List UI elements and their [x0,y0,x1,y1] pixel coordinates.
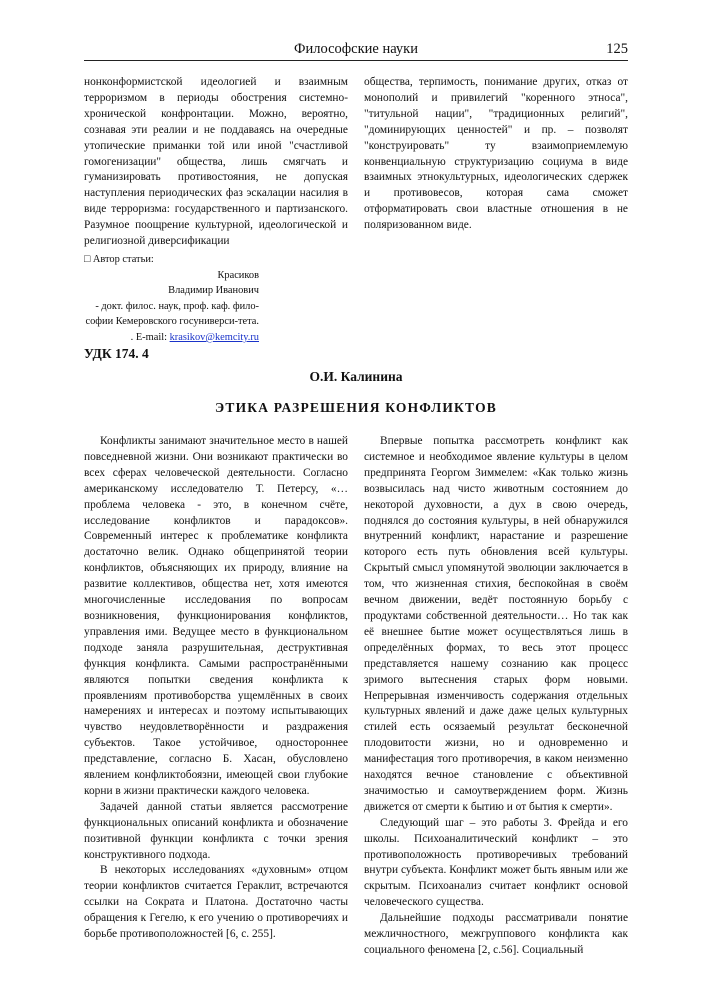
author-surname: Красиков [217,269,259,281]
paragraph: В некоторых исследованиях «духовным» отцом теории конфликтов считается Гераклит, встречаются ссылки на Сократа и Платона. Достаточно часты обращения к Гегелю, к его учению о противоречиях и борьбе противоположностей [6, с. 255]. [84,864,348,941]
article-right-column [364,434,628,959]
header-divider [84,60,628,61]
paragraph: Конфликты занимают значительное место в нашей повседневной жизни. Они возникают практически во всех сферах человеческой деятельности. Согласно американскому исследователю Т. Петерсу, «… проблема человека - это, в конечном счёте, исследование конфликтов и парадоксов». Современный интерес к проблематике конфликта достаточно велик. Однако общепринятой теории конфликтов, объясняющих их природу, влияние на развитие коллективов, общества нет, хотя имеются многочисленные исследования по вопросам возникновения, функционирования конфликтов, управления ими. Ведущее место в функциональном подходе заняла разрушительная, деструктивная функция конфликта. Самыми распространёнными являются попытки сведения конфликта к проявлениям противоборства ущемлённых в своих намерениях и интересах и поэтому испытывающих чувство неудовлетворённости и раздражения субъектов. Такое устойчивое, одностороннее представление, согласно Б. Хасан, обусловлено явлением конфликтобоязни, имеющей свои глубокие корни в жизни практически каждого человека. [84,435,348,797]
udk-code: УДК 174. 4 [84,346,149,361]
page-number: 125 [606,41,628,57]
author-note-label: □ Автор статьи: [84,254,154,265]
author-credentials [84,299,259,346]
author-email-link[interactable]: krasikov@kemcity.ru [169,331,259,343]
paragraph: Дальнейшие подходы рассматривали понятие межличностного, межгруппового конфликта как социального феномена [2, с.56]. Социальный [364,912,628,956]
paragraph: Следующий шаг – это работы З. Фрейда и его школы. Психоаналитический конфликт – это противоположность противоречивых требований внутри субъекта. Конфликт может быть явным или же скрытым. Психоанализ считает конфликт основой человеческого существа. [364,816,628,909]
author-credentials-text: - докт. филос. наук, проф. каф. фило-софии Кемеровского госуниверси-тета. . E-mail: [85,300,259,343]
author-note [84,252,259,346]
paragraph: нонконформистской идеологией и взаимным терроризмом в периоды обострения системно-хронической конфронтации. Можно, вероятно, сознавая эти реалии и не поддаваясь на очередные утопические приманки той или иной "счастливой гомогенизации" общества, лишь смягчать и гуманизировать противостояния, не допуская наступления периодических фаз эскалации насилия в виде терроризма: государственного и партизанского. Разумное поощрение культурной, идеологической и религиозной диверсификации [84,76,348,248]
article-left-column [84,434,348,943]
author-given-names: Владимир Иванович [168,285,259,297]
prev-article-left-column [84,75,348,250]
article-author: О.И. Калинина [309,369,403,384]
paragraph: Задачей данной статьи является рассмотрение функциональных описаний конфликта и обозначение позитивной функции конфликта с точки зрения конструктивного подхода. [84,800,348,861]
paragraph: Впервые попытка рассмотреть конфликт как системное и необходимое явление культуры в целом предпринята Георгом Зиммелем: «Как только жизнь возвысилась над чисто животным состоянием до некоторой духовности, а дух в свою очередь, поднялся до состояния культуры, в ней обнаружился внутренний конфликт, нарастание и разрешение которого есть путь обновления всей культуры. Скрытый смысл упомянутой эволюции заключается в том, что жизненная стихия, беспокойная в своём вечном движении, ведёт постоянную борьбу с продуктами собственной деятельности… Но так как её внешнее бытие может осуществляться лишь в определённых формах, то весь этот процесс представляется нашему сознанию как процесс зримого вытеснения старых форм новыми. Непрерывная изменчивость содержания отдельных культурных явлений и даже даже целых культурных стилей есть осязаемый результат бесконечной плодовитости жизни, но и одновременно и манифестация того противоречия, в каком неизменно находятся вечное становление с объективной значимостью и самоутверждением форм. Жизнь движется от смерти к бытию и от бытия к смерти». [364,435,628,813]
paragraph: общества, терпимость, понимание других, отказ от монополий и привилегий "коренного этноса", "титульной нации", "традиционных религий", "доминирующих ценностей" и пр. – позволят "конструировать" ту взаимоприемлемую конвенциальную структуризацию социума в виде взаимных этнокультурных, идеологических сдержек и противовесов, которая сама сможет отформатировать свои властные отношения в не поляризованном виде. [364,76,628,232]
prev-article-right-column [364,75,628,234]
article-title: ЭТИКА РАЗРЕШЕНИЯ КОНФЛИКТОВ [215,400,497,415]
running-header-title: Философские науки [294,41,418,57]
